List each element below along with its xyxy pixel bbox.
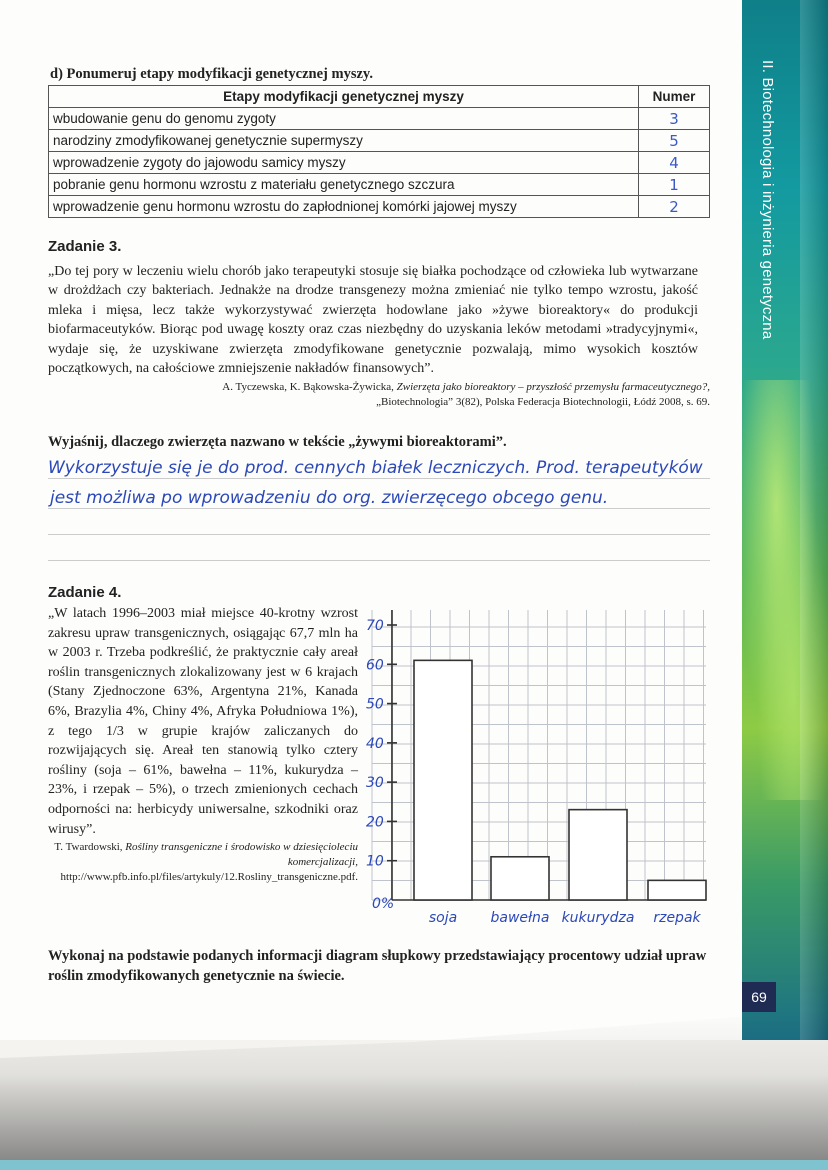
- stage-cell: wprowadzenie zygoty do jajowodu samicy myszy: [49, 152, 639, 174]
- category-label: rzepak: [653, 910, 701, 926]
- handwritten-answer-line-1: Wykorzystuje się je do prod. cennych białek leczniczych. Prod. terapeutyków: [48, 458, 703, 478]
- task4-quote: „W latach 1996–2003 miał miejsce 40-krotny wzrost zakresu upraw transgenicznych, osiągając 67,7 mln ha w 2003 r. Trzeba podkreślić, że praktycznie cały areał roślin transgenicznych zlokalizowany jest w 6 krajach (Stany Zjednoczone 63%, Argentyna 21%, Kanada 6%, Brazylia 4%, Chiny 4%, Afryka Południowa 1%), z tego 1/3 w grupie krajów zaliczanych do rozwijających się. Areał ten stanowią tylko cztery rośliny (soja – 61%, bawełna – 11%, kukurydza – 23%, i rzepak – 5%), o trzech zmienionych cechach odporności na: herbicydy uniwersalne, szkodniki oraz wirusy”.: [48, 606, 358, 837]
- stage-cell: wbudowanie genu do genomu zygoty: [49, 108, 639, 130]
- task4-title: Zadanie 4.: [48, 584, 122, 601]
- chapter-title: II. Biotechnologia i inżynieria genetyczna: [759, 60, 776, 340]
- bar-chart-svg: [360, 600, 710, 930]
- stage-cell: pobranie genu hormonu wzrostu z materiału genetycznego szczura: [49, 174, 639, 196]
- number-cell[interactable]: 1: [639, 174, 710, 196]
- number-cell[interactable]: 5: [639, 130, 710, 152]
- y-tick-label: 30: [366, 775, 384, 792]
- answer-line[interactable]: [48, 478, 710, 479]
- stage-cell: wprowadzenie genu hormonu wzrostu do zapłodnionej komórki jajowej myszy: [49, 196, 639, 218]
- y-tick-label: 10: [366, 853, 384, 870]
- table-row: [49, 152, 710, 174]
- table-row: [49, 108, 710, 130]
- part-d-heading: d) Ponumeruj etapy modyfikacji genetycznej myszy.: [50, 66, 373, 82]
- source-authors: A. Tyczewska, K. Bąkowska-Żywicka,: [222, 381, 394, 393]
- task3-source: [160, 380, 710, 410]
- stage-cell: narodziny zmodyfikowanej genetycznie supermyszy: [49, 130, 639, 152]
- answer-line[interactable]: [48, 534, 710, 535]
- category-label: bawełna: [490, 910, 550, 926]
- source-url: http://www.pfb.info.pl/files/artykuly/12.Rosliny_transgeniczne.pdf.: [60, 871, 358, 883]
- y-tick-label: 60: [366, 657, 384, 674]
- source-details: „Biotechnologia” 3(82), Polska Federacja Biotechnologii, Łódź 2008, s. 69.: [376, 396, 710, 408]
- handwritten-answer-line-2: jest możliwa po wprowadzeniu do org. zwierzęcego obcego genu.: [50, 488, 609, 508]
- number-cell[interactable]: 2: [639, 196, 710, 218]
- page-number: 69: [742, 982, 776, 1012]
- task4-source: [48, 840, 358, 885]
- scanner-edge: [0, 1160, 828, 1170]
- table-row: [49, 174, 710, 196]
- source-author: T. Twardowski,: [54, 841, 123, 853]
- y-tick-label: 40: [366, 735, 384, 752]
- bar-soja: [414, 660, 472, 900]
- task4-instruction: Wykonaj na podstawie podanych informacji diagram słupkowy przedstawiający procentowy udział upraw roślin zmodyfikowanych genetycznie na świecie.: [48, 948, 707, 984]
- number-cell[interactable]: 4: [639, 152, 710, 174]
- modification-stages-table: [48, 85, 710, 218]
- source-title: Rośliny transgeniczne i środowisko w dziesięcioleciu komercjalizacji,: [125, 841, 358, 868]
- task3-question: Wyjaśnij, dlaczego zwierzęta nazwano w tekście „żywymi bioreaktorami”.: [48, 434, 507, 450]
- table-row: [49, 130, 710, 152]
- column-header-stage: Etapy modyfikacji genetycznej myszy: [49, 86, 639, 108]
- task3-quote: „Do tej pory w leczeniu wielu chorób jako terapeutyki stosuje się białka pochodzące od człowieka lub wytwarzane w drożdżach czy bakteriach. Jednakże na drodze transgenezy można zmieniać nie tylko tempo wzrostu, jakość mleka i mięsa, lecz także wykorzystywać zwierzęta hodowlane jako »żywe bioreaktory« do produkcji biofarmaceutyków. Biorąc pod uwagę koszty oraz czas niezbędny do uzyskania leków metodami »tradycyjnymi«, wydaje się, że uzyskiwane zwierzęta zmodyfikowane genetycznie pozwalają, mimo wysokich kosztów początkowych, na całościowe zmniejszenie nakładów finansowych”.: [48, 264, 698, 377]
- category-label: soja: [428, 910, 458, 926]
- y-tick-label: 50: [366, 696, 384, 713]
- number-cell[interactable]: 3: [639, 108, 710, 130]
- table-row: [49, 196, 710, 218]
- y-tick-label: 0%: [372, 896, 395, 912]
- bar-kukurydza: [569, 810, 627, 900]
- source-title: Zwierzęta jako bioreaktory – przyszłość przemysłu farmaceutycznego?,: [396, 381, 710, 393]
- bar-bawełna: [491, 857, 549, 900]
- category-label: kukurydza: [561, 910, 635, 926]
- bar-chart-grid[interactable]: [360, 600, 710, 930]
- page-edge: [800, 0, 828, 1040]
- task3-title: Zadanie 3.: [48, 238, 122, 255]
- bar-rzepak: [648, 880, 706, 900]
- answer-line[interactable]: [48, 508, 710, 509]
- answer-line[interactable]: [48, 560, 710, 561]
- y-tick-label: 20: [366, 814, 384, 831]
- y-tick-label: 70: [366, 618, 384, 634]
- column-header-number: Numer: [639, 86, 710, 108]
